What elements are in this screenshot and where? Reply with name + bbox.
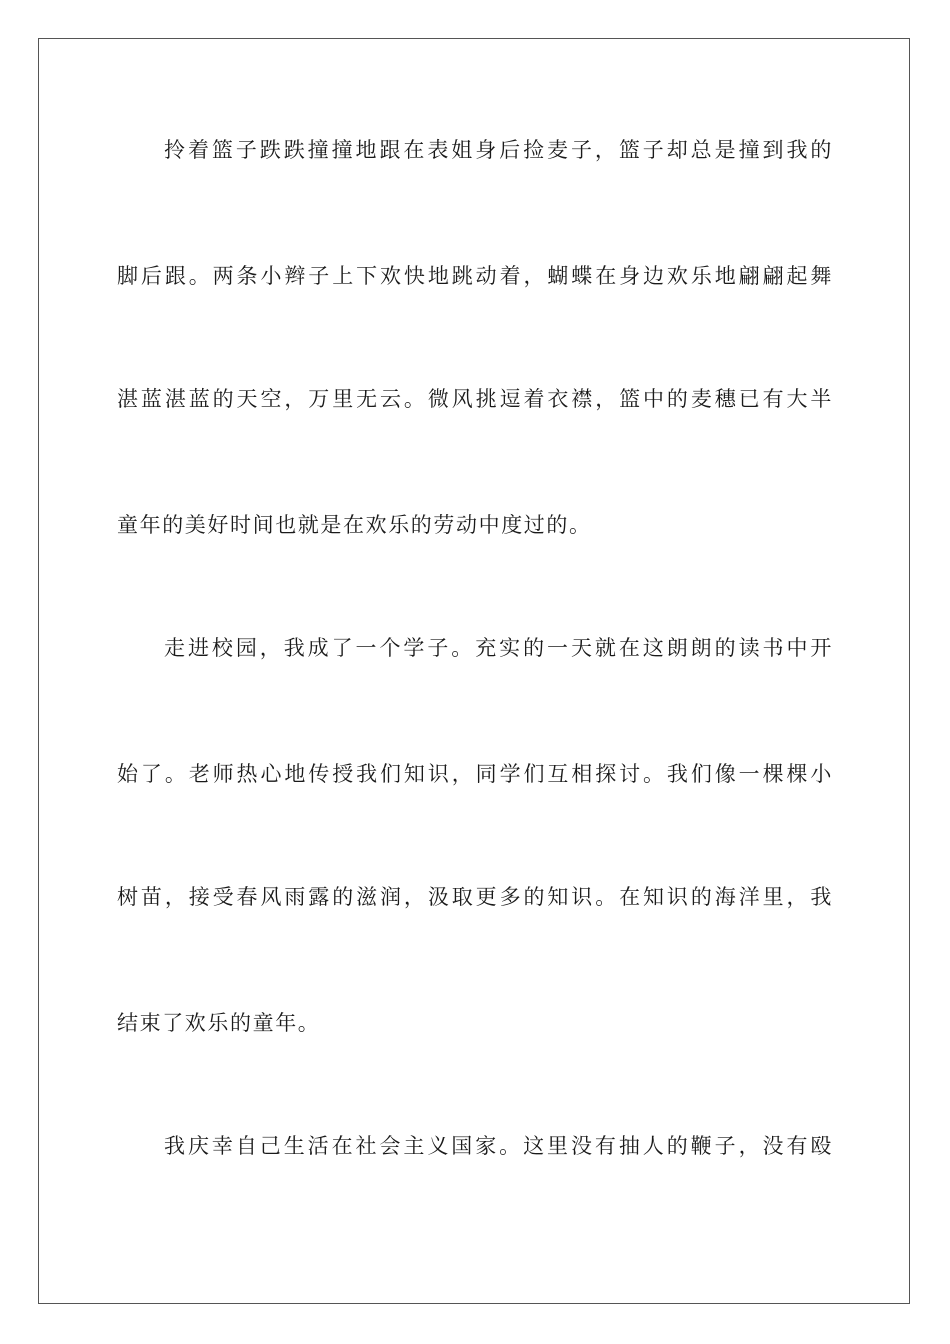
text-line-5: 走进校园，我成了一个学子。充实的一天就在这朗朗的读书中开 (164, 636, 833, 660)
text-line-6: 始了。老师热心地传授我们知识，同学们互相探讨。我们像一棵棵小 (117, 762, 833, 786)
text-line-8: 结束了欢乐的童年。 (117, 1011, 321, 1035)
text-line-2: 脚后跟。两条小辫子上下欢快地跳动着，蝴蝶在身边欢乐地翩翩起舞 (117, 264, 833, 288)
page-frame (38, 38, 910, 1304)
text-line-4: 童年的美好时间也就是在欢乐的劳动中度过的。 (117, 513, 592, 537)
text-line-3: 湛蓝湛蓝的天空，万里无云。微风挑逗着衣襟，篮中的麦穗已有大半 (117, 387, 833, 411)
text-line-1: 拎着篮子跌跌撞撞地跟在表姐身后捡麦子，篮子却总是撞到我的 (164, 138, 833, 162)
text-line-7: 树苗，接受春风雨露的滋润，汲取更多的知识。在知识的海洋里，我 (117, 885, 833, 909)
text-line-9: 我庆幸自己生活在社会主义国家。这里没有抽人的鞭子，没有殴 (164, 1134, 833, 1158)
